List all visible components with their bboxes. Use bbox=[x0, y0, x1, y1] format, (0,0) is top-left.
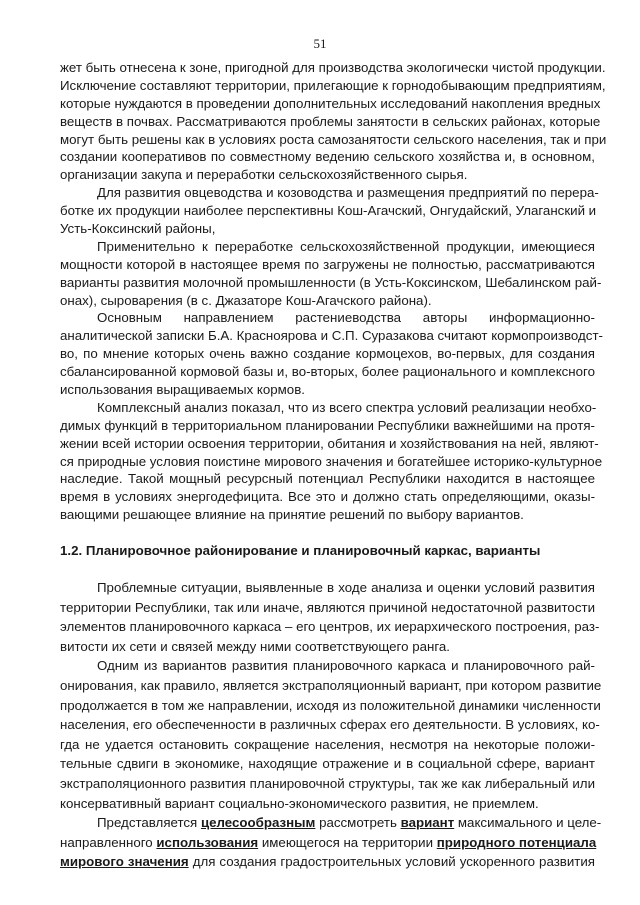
text-segment: рассмотреть bbox=[315, 815, 401, 831]
paragraph bbox=[60, 59, 607, 184]
text-line: витости их сети и связей между ними соответствующего ранга. bbox=[60, 638, 450, 654]
emphasized-term: мирового значения bbox=[60, 854, 189, 870]
emphasized-term: использования bbox=[156, 834, 259, 850]
paragraph bbox=[60, 656, 602, 813]
text-segment: направленного bbox=[60, 834, 157, 850]
text-line: которые нуждаются в проведении дополнительных исследований накопления вредных bbox=[60, 95, 601, 111]
text-line: Для развития овцеводства и козоводства и размещения предприятий по перера- bbox=[97, 185, 599, 201]
text-line bbox=[60, 813, 602, 833]
text-line: вающими решающее влияние на принятие решений по выбору вариантов. bbox=[60, 507, 524, 523]
text-line: консервативный вариант социально-экономического развития, не приемлем. bbox=[60, 795, 539, 811]
text-line: Проблемные ситуации, выявленные в ходе анализа и оценки условий развития bbox=[97, 580, 595, 595]
text-line: продолжается в том же направлении, исходя из положительной динамики численности bbox=[60, 697, 601, 713]
text-block-before-heading bbox=[60, 59, 607, 524]
text-line: мощности которой в настоящее время по загружены не полностью, рассматриваются bbox=[60, 256, 595, 272]
section-heading: 1.2. Планировочное районирование и планировочный каркас, варианты bbox=[60, 543, 541, 558]
text-segment: имеющегося на территории bbox=[258, 834, 437, 850]
text-line: тельные сдвиги в экономике, находящие отражение и в социальной сфере, вариант bbox=[60, 756, 595, 772]
paragraph bbox=[60, 309, 603, 398]
emphasized-term: природного потенциала bbox=[436, 834, 597, 850]
page-number: 51 bbox=[313, 36, 327, 51]
text-line: сбалансированной кормовой базы и, во-вторых, более рационального и комплексного bbox=[60, 364, 595, 380]
text-line: использования выращиваемых кормов. bbox=[60, 382, 305, 398]
text-line: наследие. Такой мощный ресурсный потенциал Республики находится в настоящее bbox=[60, 471, 595, 487]
text-line bbox=[60, 833, 595, 853]
text-line: Комплексный анализ показал, что из всего спектра условий реализации необхо- bbox=[97, 399, 597, 415]
text-line: веществ в почвах. Рассматриваются проблемы занятости в сельских районах, которые bbox=[60, 113, 601, 129]
paragraph bbox=[60, 399, 603, 524]
text-line: аналитической записки Б.А. Красноярова и С.П. Суразакова считают кормопроизводст- bbox=[60, 328, 603, 344]
text-line: организации закупа и переработки сельскохозяйственного сырья. bbox=[60, 167, 468, 183]
text-line: элементов планировочного каркаса – его центров, их иерархического построения, раз- bbox=[60, 619, 600, 635]
paragraph bbox=[60, 578, 600, 656]
paragraph bbox=[60, 813, 602, 872]
text-block-after-heading bbox=[60, 578, 602, 872]
text-line: могут быть решены как в условиях роста самозанятости сельского населения, так и при bbox=[60, 131, 607, 147]
text-line: Применительно к переработке сельскохозяйственной продукции, имеющиеся bbox=[97, 238, 595, 254]
text-line: Усть-Коксинский районы, bbox=[60, 221, 216, 237]
text-segment: максимального и целе- bbox=[454, 815, 602, 831]
text-line: Исключение составляют территории, прилегающие к горнодобывающим предприятиям, bbox=[60, 77, 606, 93]
text-line: время в условиях энергодефицита. Все это и должно стать определяющими, оказы- bbox=[60, 489, 595, 505]
text-line: территории Республики, так или иначе, являются причиной недостаточной развитости bbox=[60, 599, 595, 615]
paragraph bbox=[60, 184, 599, 238]
text-line: варианты развития молочной промышленности (в Усть-Коксинском, Шебалинском рай- bbox=[60, 274, 602, 290]
text-line: жет быть отнесена к зоне, пригодной для производства экологически чистой продукции. bbox=[60, 60, 606, 75]
paragraph bbox=[60, 238, 602, 310]
text-line: Одним из вариантов развития планировочного каркаса и планировочного рай- bbox=[97, 658, 595, 674]
text-line: во, по мнение которых очень важно создание кормоцехов, во-первых, для создания bbox=[60, 346, 595, 362]
text-line: онах), сыроварения (в с. Джазаторе Кош-Агачского района). bbox=[60, 292, 432, 308]
text-line: создании кооперативов по совместному ведению сельского хозяйства и, в основном, bbox=[60, 149, 595, 165]
text-line bbox=[60, 852, 595, 872]
text-line: ботке их продукции наиболее перспективны Кош-Агачский, Онгудайский, Улаганский и bbox=[60, 203, 597, 219]
emphasized-term: целесообразным bbox=[200, 815, 316, 831]
text-segment: Представляется bbox=[97, 815, 201, 831]
text-line: жении всей истории освоения территории, обитания и хозяйствования на ней, являют- bbox=[60, 435, 599, 451]
emphasized-term: вариант bbox=[400, 815, 455, 831]
text-line: онирования, как правило, является экстраполяционный вариант, при котором развитие bbox=[60, 677, 602, 693]
text-segment: для создания градостроительных условий ускоренного развития bbox=[188, 854, 595, 870]
text-line: экстраполяционного развития планировочной структуры, так же как либеральный или bbox=[60, 775, 595, 791]
text-line: населения, его обеспеченности в различных сферах его деятельности. В условиях, ко- bbox=[60, 717, 600, 733]
text-line: гда не удается остановить сокращение населения, несмотря на некоторые положи- bbox=[60, 736, 595, 752]
text-line: ся природные условия поистине мирового значения и богатейшее историко-культурное bbox=[60, 453, 603, 469]
text-line: Основным направлением растениеводства авторы информационно- bbox=[97, 310, 595, 326]
text-line: димых функций в территориальном планировании Республики важнейшими на протя- bbox=[60, 417, 595, 433]
